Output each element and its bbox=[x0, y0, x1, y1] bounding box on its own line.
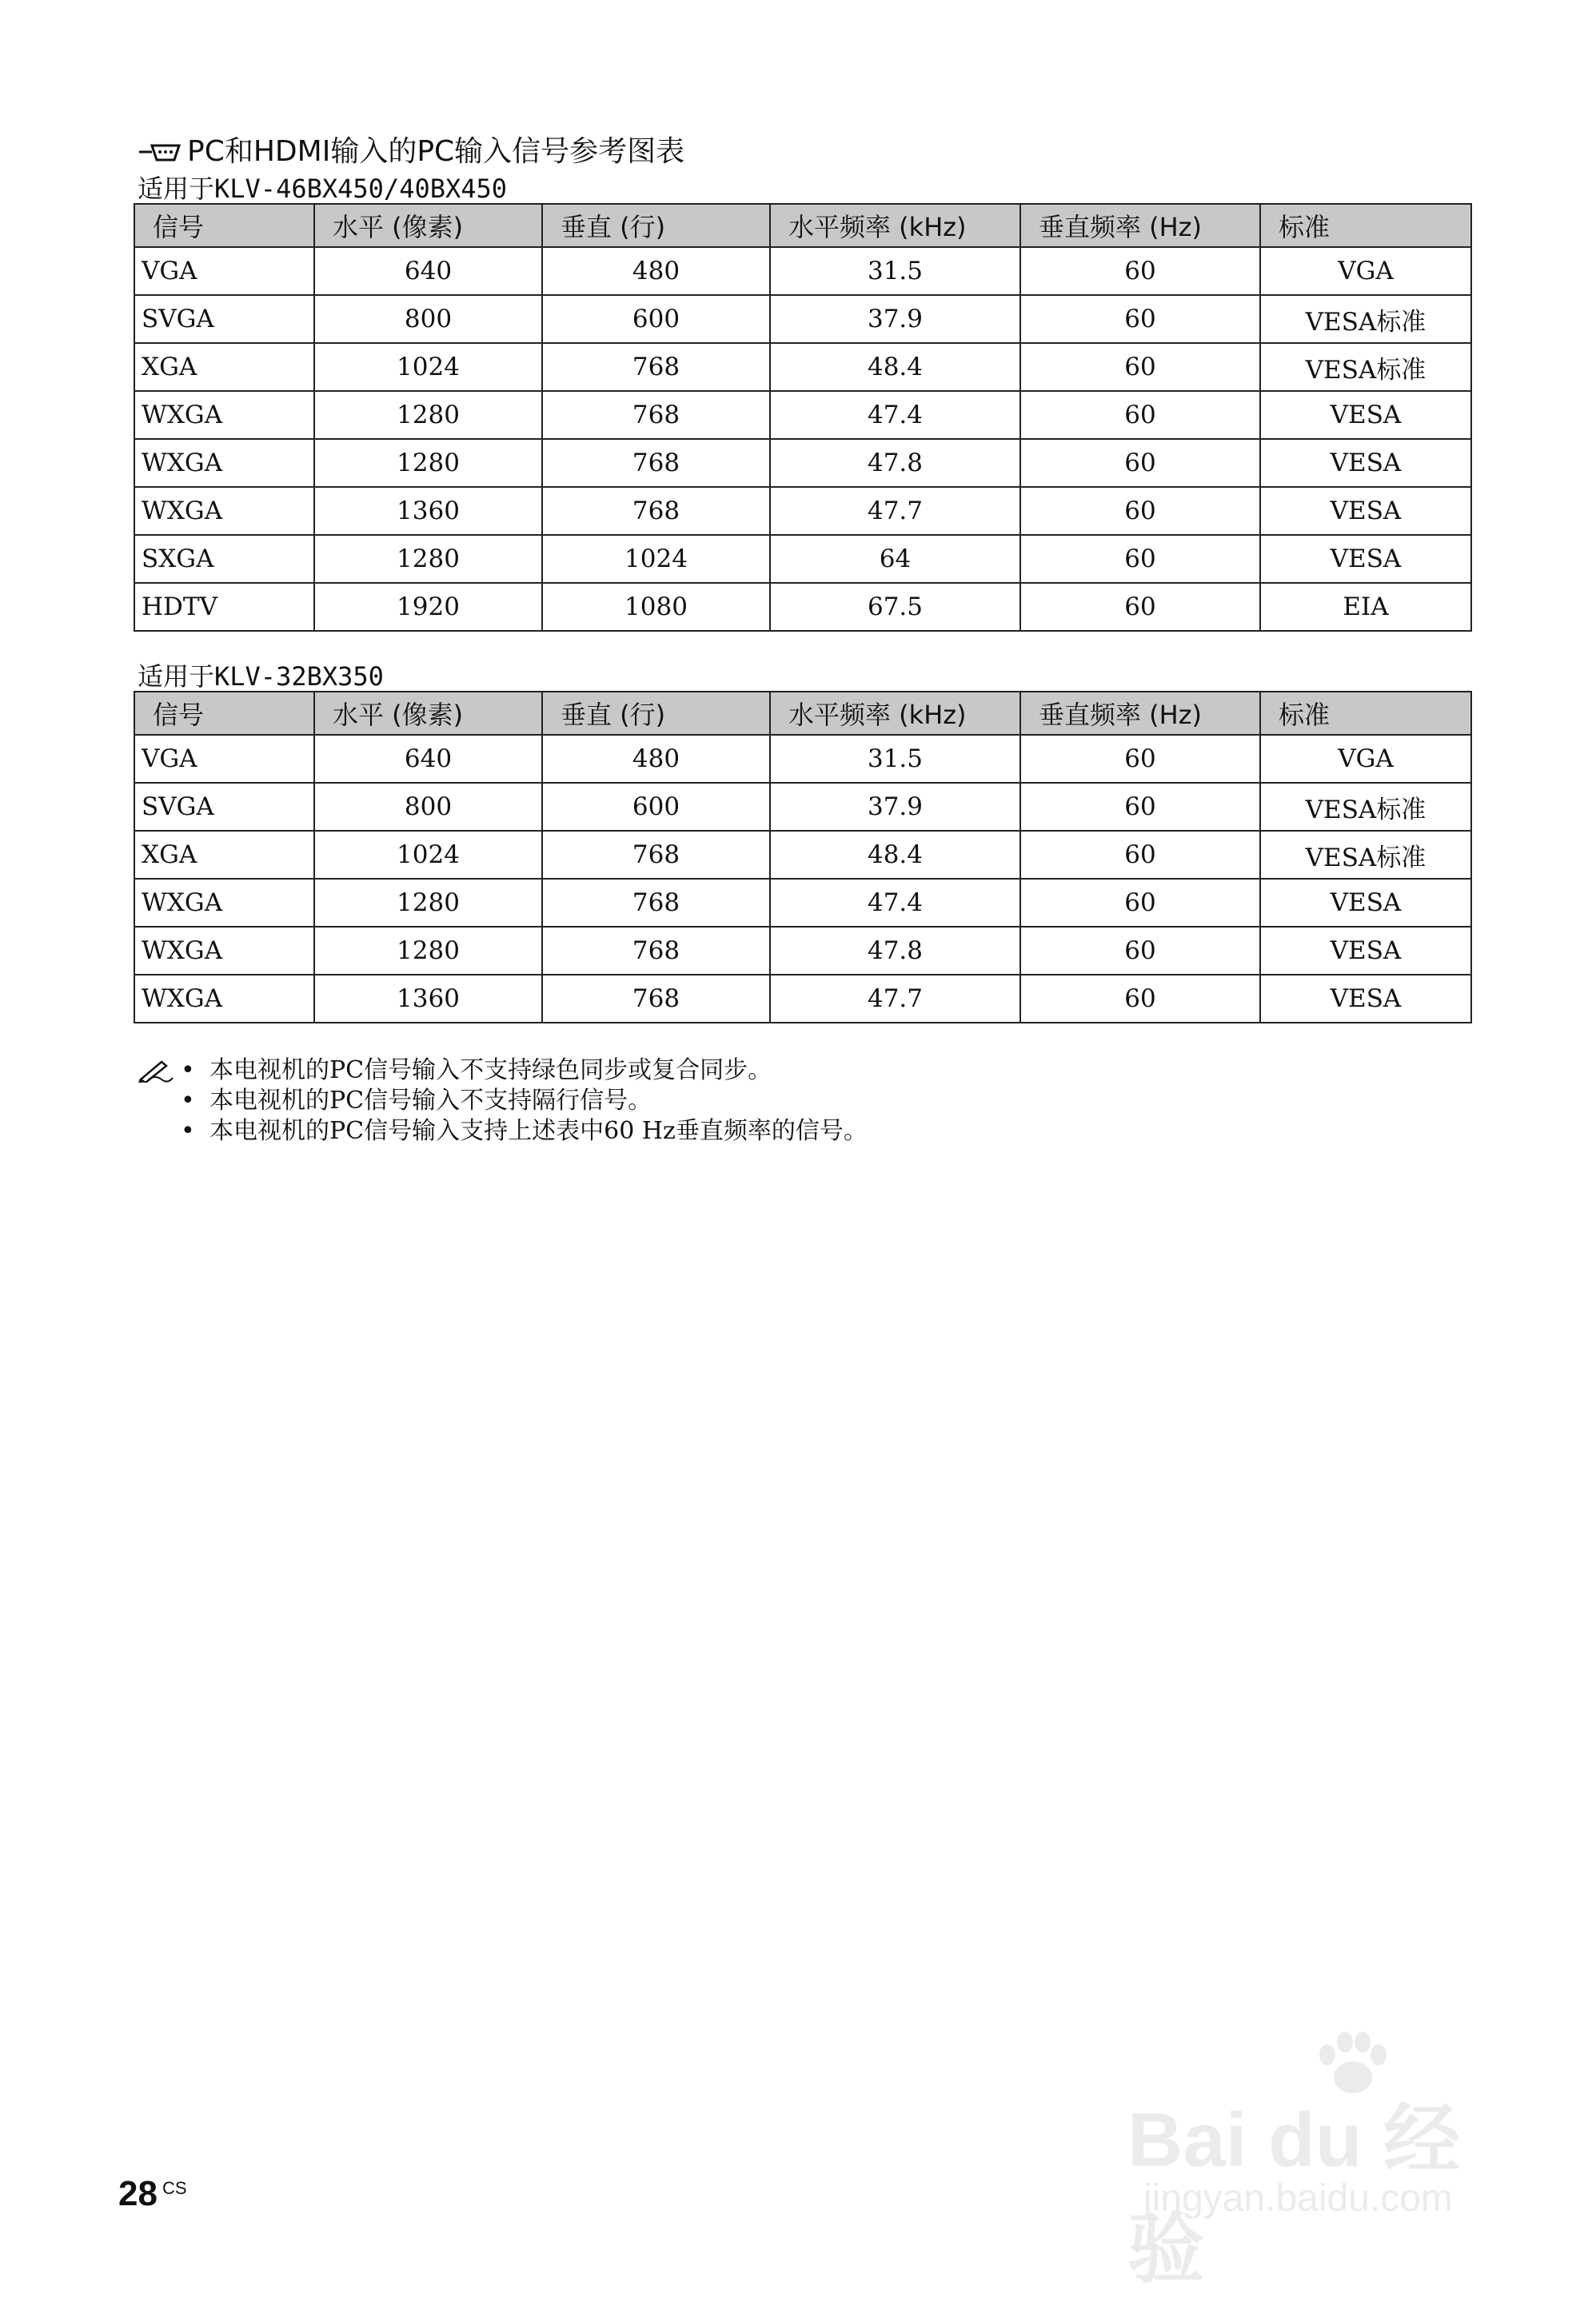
table-cell: 48.4 bbox=[770, 831, 1020, 879]
table-cell: VGA bbox=[134, 247, 314, 295]
table-cell: XGA bbox=[134, 343, 314, 391]
table-row bbox=[134, 927, 1471, 975]
table-cell: 60 bbox=[1020, 831, 1260, 879]
signal-table-2 bbox=[134, 691, 1472, 1023]
table-cell: 60 bbox=[1020, 583, 1260, 631]
table-cell: 47.4 bbox=[770, 879, 1020, 927]
column-header: 标准 bbox=[1260, 692, 1471, 735]
table-cell: 60 bbox=[1020, 735, 1260, 783]
signal-table-1 bbox=[134, 203, 1472, 632]
table-cell: WXGA bbox=[134, 879, 314, 927]
table-cell: 1280 bbox=[314, 391, 542, 439]
table-cell: 480 bbox=[542, 735, 770, 783]
table-cell: 67.5 bbox=[770, 583, 1020, 631]
section-title: PC和HDMI输入的PC输入信号参考图表 bbox=[187, 135, 685, 168]
table-cell: 47.7 bbox=[770, 487, 1020, 535]
table-row bbox=[134, 247, 1471, 295]
page-language-code: CS bbox=[162, 2178, 187, 2198]
column-header: 垂直频率 (Hz) bbox=[1020, 692, 1260, 735]
table-row bbox=[134, 343, 1471, 391]
table-cell: 48.4 bbox=[770, 343, 1020, 391]
column-header: 水平频率 (kHz) bbox=[770, 204, 1020, 247]
table-cell: 768 bbox=[542, 927, 770, 975]
table-row bbox=[134, 391, 1471, 439]
column-header: 信号 bbox=[134, 204, 314, 247]
column-header: 水平 (像素) bbox=[314, 204, 542, 247]
table-cell: WXGA bbox=[134, 975, 314, 1023]
table-cell: VGA bbox=[1260, 735, 1471, 783]
column-header: 水平频率 (kHz) bbox=[770, 692, 1020, 735]
page-number: 28 bbox=[118, 2174, 158, 2213]
table-cell: 768 bbox=[542, 487, 770, 535]
table-caption: 适用于KLV-46BX450/40BX450 bbox=[138, 174, 508, 204]
table-cell: 1024 bbox=[314, 831, 542, 879]
table-cell: 480 bbox=[542, 247, 770, 295]
column-header: 水平 (像素) bbox=[314, 692, 542, 735]
table-cell: VGA bbox=[1260, 247, 1471, 295]
table-cell: 768 bbox=[542, 343, 770, 391]
table-cell: 768 bbox=[542, 879, 770, 927]
table-cell: 1360 bbox=[314, 487, 542, 535]
table-cell: EIA bbox=[1260, 583, 1471, 631]
table-row bbox=[134, 439, 1471, 487]
table-row bbox=[134, 487, 1471, 535]
column-header: 标准 bbox=[1260, 204, 1471, 247]
table-cell: 60 bbox=[1020, 439, 1260, 487]
table-row bbox=[134, 295, 1471, 343]
table-row bbox=[134, 879, 1471, 927]
table-cell: SVGA bbox=[134, 295, 314, 343]
table-cell: VESA bbox=[1260, 535, 1471, 583]
bullet: • bbox=[181, 1056, 195, 1084]
table-caption: 适用于KLV-32BX350 bbox=[138, 661, 384, 692]
table-cell: 47.8 bbox=[770, 927, 1020, 975]
table-cell: SVGA bbox=[134, 783, 314, 831]
page-footer bbox=[118, 2176, 187, 2212]
note-text: 本电视机的PC信号输入支持上述表中60 Hz垂直频率的信号。 bbox=[209, 1117, 868, 1145]
table-header-row bbox=[134, 692, 1471, 735]
table-cell: 1280 bbox=[314, 927, 542, 975]
table-cell: VESA标准 bbox=[1260, 831, 1471, 879]
table-cell: 64 bbox=[770, 535, 1020, 583]
table-cell: 31.5 bbox=[770, 735, 1020, 783]
watermark-brand: Bai du 经验 bbox=[1127, 2097, 1461, 2292]
table-cell: VESA标准 bbox=[1260, 343, 1471, 391]
table-cell: 1280 bbox=[314, 535, 542, 583]
column-header: 垂直频率 (Hz) bbox=[1020, 204, 1260, 247]
table-cell: VESA bbox=[1260, 879, 1471, 927]
notes-list bbox=[138, 1055, 868, 1147]
table-cell: 800 bbox=[314, 295, 542, 343]
table-row bbox=[134, 735, 1471, 783]
table-cell: 600 bbox=[542, 783, 770, 831]
table-cell: 768 bbox=[542, 439, 770, 487]
note-text: 本电视机的PC信号输入不支持绿色同步或复合同步。 bbox=[209, 1056, 772, 1084]
table-cell: WXGA bbox=[134, 391, 314, 439]
table-cell: 60 bbox=[1020, 343, 1260, 391]
table-cell: 47.4 bbox=[770, 391, 1020, 439]
table-cell: WXGA bbox=[134, 927, 314, 975]
table-cell: 1080 bbox=[542, 583, 770, 631]
pc-connector-icon bbox=[138, 141, 182, 163]
table-cell: 640 bbox=[314, 735, 542, 783]
table-cell: 60 bbox=[1020, 535, 1260, 583]
table-cell: HDTV bbox=[134, 583, 314, 631]
table-cell: 60 bbox=[1020, 295, 1260, 343]
watermark-url: jingyan.baidu.com bbox=[1143, 2177, 1453, 2220]
note-item bbox=[138, 1116, 868, 1147]
table-cell: VESA bbox=[1260, 927, 1471, 975]
table-row bbox=[134, 831, 1471, 879]
table-cell: VESA bbox=[1260, 391, 1471, 439]
note-item bbox=[138, 1055, 868, 1086]
table-cell: 37.9 bbox=[770, 783, 1020, 831]
table-cell: 37.9 bbox=[770, 295, 1020, 343]
table-cell: 600 bbox=[542, 295, 770, 343]
table-row bbox=[134, 975, 1471, 1023]
note-text: 本电视机的PC信号输入不支持隔行信号。 bbox=[209, 1087, 652, 1115]
pencil-note-icon bbox=[138, 1059, 174, 1083]
table-cell: VGA bbox=[134, 735, 314, 783]
table-row bbox=[134, 535, 1471, 583]
table-cell: 1920 bbox=[314, 583, 542, 631]
column-header: 垂直 (行) bbox=[542, 692, 770, 735]
table-cell: 60 bbox=[1020, 487, 1260, 535]
table-cell: 1280 bbox=[314, 439, 542, 487]
table-cell: VESA bbox=[1260, 439, 1471, 487]
table-cell: 60 bbox=[1020, 783, 1260, 831]
table-cell: 31.5 bbox=[770, 247, 1020, 295]
table-cell: 1360 bbox=[314, 975, 542, 1023]
table-row bbox=[134, 783, 1471, 831]
table-cell: 60 bbox=[1020, 927, 1260, 975]
baidu-watermark bbox=[1119, 2031, 1519, 2292]
table-cell: VESA标准 bbox=[1260, 295, 1471, 343]
table-cell: VESA bbox=[1260, 487, 1471, 535]
table-cell: 60 bbox=[1020, 247, 1260, 295]
table-cell: 1024 bbox=[314, 343, 542, 391]
table-cell: 60 bbox=[1020, 879, 1260, 927]
table-header-row bbox=[134, 204, 1471, 247]
section-heading bbox=[138, 134, 684, 170]
table-cell: XGA bbox=[134, 831, 314, 879]
table-cell: WXGA bbox=[134, 487, 314, 535]
table-cell: 1280 bbox=[314, 879, 542, 927]
table-cell: 768 bbox=[542, 831, 770, 879]
table-cell: 800 bbox=[314, 783, 542, 831]
table-cell: 47.8 bbox=[770, 439, 1020, 487]
column-header: 信号 bbox=[134, 692, 314, 735]
table-cell: 47.7 bbox=[770, 975, 1020, 1023]
bullet: • bbox=[181, 1117, 195, 1145]
bullet: • bbox=[181, 1087, 195, 1115]
table-cell: 60 bbox=[1020, 391, 1260, 439]
table-cell: VESA bbox=[1260, 975, 1471, 1023]
table-cell: VESA标准 bbox=[1260, 783, 1471, 831]
table-row bbox=[134, 583, 1471, 631]
table-cell: 768 bbox=[542, 975, 770, 1023]
table-cell: 768 bbox=[542, 391, 770, 439]
table-cell: 60 bbox=[1020, 975, 1260, 1023]
table-cell: 1024 bbox=[542, 535, 770, 583]
table-cell: WXGA bbox=[134, 439, 314, 487]
table-cell: SXGA bbox=[134, 535, 314, 583]
note-item bbox=[138, 1086, 868, 1116]
column-header: 垂直 (行) bbox=[542, 204, 770, 247]
table-cell: 640 bbox=[314, 247, 542, 295]
